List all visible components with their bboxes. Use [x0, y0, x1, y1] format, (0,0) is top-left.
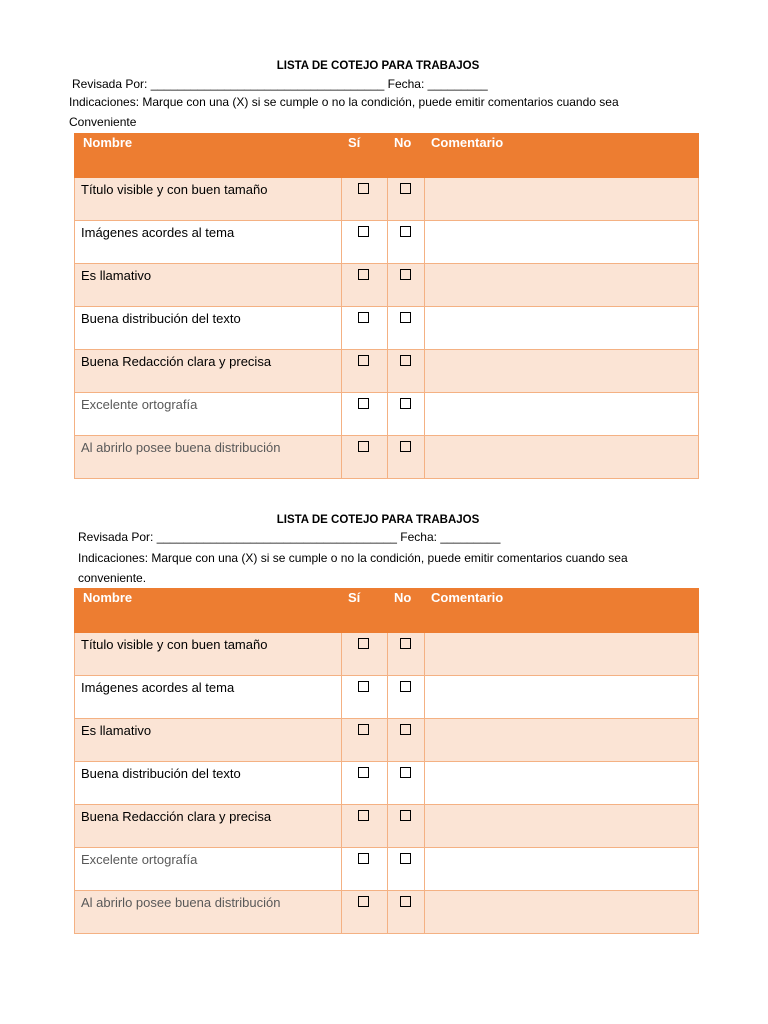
instructions-line-2: Conveniente — [69, 115, 137, 129]
table-row — [75, 762, 699, 805]
yes-checkbox[interactable] — [358, 638, 369, 649]
table-row — [75, 350, 699, 393]
yes-checkbox[interactable] — [358, 441, 369, 452]
no-checkbox[interactable] — [400, 638, 411, 649]
yes-checkbox[interactable] — [358, 312, 369, 323]
header-name: Nombre — [75, 589, 342, 633]
yes-checkbox[interactable] — [358, 226, 369, 237]
yes-checkbox[interactable] — [358, 853, 369, 864]
table-row — [75, 633, 699, 676]
table-row — [75, 719, 699, 762]
no-checkbox[interactable] — [400, 724, 411, 735]
yes-checkbox[interactable] — [358, 183, 369, 194]
criterion-label: Imágenes acordes al tema — [81, 225, 235, 240]
comment-cell[interactable] — [425, 264, 699, 307]
table-row — [75, 891, 699, 934]
criterion-label: Título visible y con buen tamaño — [81, 182, 268, 197]
table-row — [75, 221, 699, 264]
no-checkbox[interactable] — [400, 355, 411, 366]
criterion-label: Buena Redacción clara y precisa — [81, 809, 272, 824]
header-no: No — [388, 134, 425, 178]
table-row — [75, 393, 699, 436]
comment-cell[interactable] — [425, 221, 699, 264]
table-row — [75, 676, 699, 719]
criterion-label: Excelente ortografía — [81, 852, 198, 867]
yes-checkbox[interactable] — [358, 398, 369, 409]
yes-checkbox[interactable] — [358, 810, 369, 821]
comment-cell[interactable] — [425, 393, 699, 436]
yes-checkbox[interactable] — [358, 681, 369, 692]
no-checkbox[interactable] — [400, 226, 411, 237]
comment-cell[interactable] — [425, 676, 699, 719]
checklist-table — [74, 133, 699, 479]
criterion-label: Es llamativo — [81, 268, 152, 283]
criterion-label: Al abrirlo posee buena distribución — [81, 440, 281, 455]
table-row — [75, 805, 699, 848]
criterion-label: Al abrirlo posee buena distribución — [81, 895, 281, 910]
comment-cell[interactable] — [425, 848, 699, 891]
criterion-label: Es llamativo — [81, 723, 152, 738]
comment-cell[interactable] — [425, 719, 699, 762]
criterion-label: Buena Redacción clara y precisa — [81, 354, 272, 369]
comment-cell[interactable] — [425, 436, 699, 479]
reviewed-by-line: Revisada Por: ____________________________________ Fecha: _________ — [78, 530, 501, 544]
comment-cell[interactable] — [425, 891, 699, 934]
no-checkbox[interactable] — [400, 312, 411, 323]
table-row — [75, 307, 699, 350]
form-title: LISTA DE COTEJO PARA TRABAJOS — [276, 514, 480, 526]
comment-cell[interactable] — [425, 633, 699, 676]
checklist-table — [74, 588, 699, 934]
yes-checkbox[interactable] — [358, 269, 369, 280]
header-yes: Sí — [342, 589, 388, 633]
no-checkbox[interactable] — [400, 810, 411, 821]
no-checkbox[interactable] — [400, 441, 411, 452]
header-comment: Comentario — [425, 134, 699, 178]
table-row — [75, 436, 699, 479]
no-checkbox[interactable] — [400, 767, 411, 778]
no-checkbox[interactable] — [400, 896, 411, 907]
table-row — [75, 178, 699, 221]
yes-checkbox[interactable] — [358, 355, 369, 366]
comment-cell[interactable] — [425, 805, 699, 848]
instructions-line-2: conveniente. — [78, 571, 147, 585]
criterion-label: Imágenes acordes al tema — [81, 680, 235, 695]
yes-checkbox[interactable] — [358, 724, 369, 735]
header-name: Nombre — [75, 134, 342, 178]
table-header-row — [75, 589, 699, 633]
reviewed-by-line: Revisada Por: ___________________________________ Fecha: _________ — [72, 77, 488, 91]
header-comment: Comentario — [425, 589, 699, 633]
yes-checkbox[interactable] — [358, 767, 369, 778]
comment-cell[interactable] — [425, 178, 699, 221]
header-no: No — [388, 589, 425, 633]
no-checkbox[interactable] — [400, 853, 411, 864]
comment-cell[interactable] — [425, 307, 699, 350]
no-checkbox[interactable] — [400, 183, 411, 194]
table-header-row — [75, 134, 699, 178]
no-checkbox[interactable] — [400, 269, 411, 280]
no-checkbox[interactable] — [400, 681, 411, 692]
criterion-label: Buena distribución del texto — [81, 766, 241, 781]
yes-checkbox[interactable] — [358, 896, 369, 907]
comment-cell[interactable] — [425, 350, 699, 393]
table-row — [75, 848, 699, 891]
no-checkbox[interactable] — [400, 398, 411, 409]
criterion-label: Título visible y con buen tamaño — [81, 637, 268, 652]
instructions-line-1: Indicaciones: Marque con una (X) si se cumple o no la condición, puede emitir comentarios cuando sea — [78, 551, 628, 565]
comment-cell[interactable] — [425, 762, 699, 805]
header-yes: Sí — [342, 134, 388, 178]
criterion-label: Excelente ortografía — [81, 397, 198, 412]
form-title: LISTA DE COTEJO PARA TRABAJOS — [276, 60, 480, 72]
table-row — [75, 264, 699, 307]
criterion-label: Buena distribución del texto — [81, 311, 241, 326]
instructions-line-1: Indicaciones: Marque con una (X) si se cumple o no la condición, puede emitir comentarios cuando sea — [69, 95, 619, 109]
